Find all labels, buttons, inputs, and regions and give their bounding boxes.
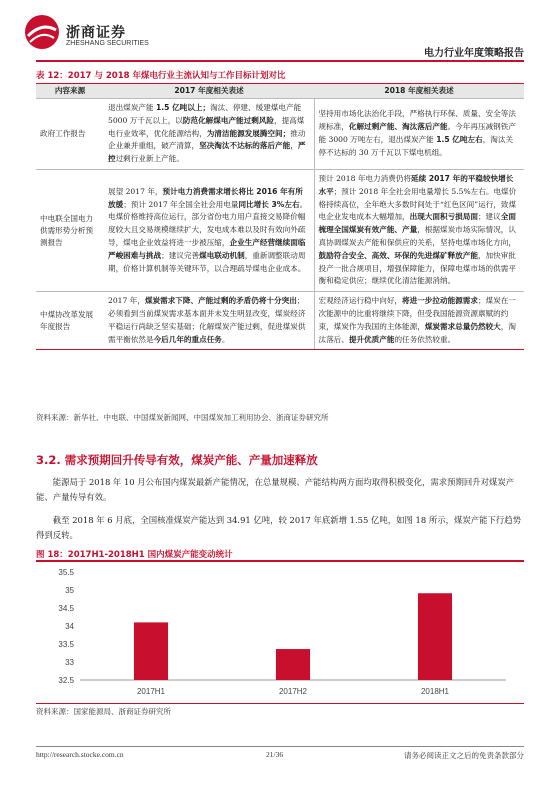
- col-header-source: 内容来源: [36, 84, 104, 99]
- emphasis-text: 鼓励符合安全、高效、环保的先进煤矿释放产能: [318, 250, 478, 260]
- emphasis-text: 同比增长 3%左右: [238, 199, 300, 209]
- y-tick-label: 35.5: [58, 568, 74, 577]
- table-source-note: 资料来源：新华社、中电联、中国煤炭新闻网、中国煤炭加工利用协会、浙商证券研究所: [36, 413, 329, 422]
- row-2018-cell: [314, 99, 524, 170]
- bar: [276, 649, 310, 680]
- body-text: ；必须看到当前煤炭需求基本面并未发生明显改变，煤炭经济平稳运行尚缺乏坚实基础；化解煤炭产能过剩，促进煤炭供需平衡依然是: [108, 296, 306, 344]
- body-text: 推动企业兼并重组，破产清算，: [108, 128, 306, 151]
- emphasis-text: 1.5 亿吨以上；: [155, 103, 211, 112]
- emphasis-text: 将进一步拉动能源需求: [402, 296, 478, 306]
- emphasis-text: 煤炭需求下降、产能过剩的矛盾仍将十分突出: [144, 296, 297, 306]
- page-header: [0, 0, 560, 60]
- emphasis-text: 防范化解煤电产能过剩风险: [182, 115, 275, 125]
- section-title: 3.2. 需求预期回升传导有效，煤炭产能、产量加速释放: [36, 453, 318, 467]
- body-text: ，重新调整联动周期，价格计算机制等关键环节，以合理疏导煤电企业成本。: [108, 250, 306, 273]
- emphasis-text: 煤电联动机制: [199, 250, 245, 260]
- x-tick-label: 2018H1: [420, 687, 450, 696]
- table-header-row: [36, 84, 524, 99]
- col-header-2018: 2018 年度相关表述: [314, 84, 524, 99]
- row-2018-cell: [314, 169, 524, 291]
- bar: [134, 622, 168, 680]
- body-text: 坚持用市场化法治化手段，严格执行环保、质量、安全等法规标准，: [318, 109, 516, 132]
- y-tick-label: 34: [65, 622, 74, 631]
- row-source-cell: 中煤协改革发展年度报告: [36, 292, 104, 350]
- table-body: [36, 99, 524, 350]
- report-title: 电力行业年度策略报告: [424, 48, 524, 59]
- col-header-2017: 2017 年度相关表述: [104, 84, 314, 99]
- company-name-en: ZHESHANG SECURITIES: [66, 40, 149, 47]
- body-text: ，根据煤炭市场实际情况，认真协调煤炭去产能和保供应的关系，坚持电煤市场化方向，: [318, 225, 516, 247]
- table-row: [36, 99, 524, 170]
- x-tick-label: 2017H2: [278, 687, 308, 696]
- page-number: 21/36: [266, 750, 284, 759]
- body-text: ，淘汰关停不达标的 30 万千瓦以下煤电机组。: [318, 134, 514, 157]
- body-text: ，提高煤电行业效率，优化能源结构，: [108, 115, 305, 138]
- company-logo-icon: [22, 12, 62, 52]
- y-tick-label: 33.5: [58, 640, 74, 649]
- emphasis-text: 延续 2017 年的平稳较快增长水平: [318, 173, 514, 196]
- disclaimer-note: 请务必阅读正文之后的免责条款部分: [404, 751, 524, 760]
- body-text: 淘汰、停建、缓建煤电产能 5000 万千瓦以上，以: [108, 103, 302, 125]
- figure-source-note: 资料来源：国家能源局、浙商证券研究所: [36, 707, 171, 716]
- body-text: ；建议完善: [161, 250, 200, 260]
- body-text: ，: [290, 141, 298, 151]
- footer-divider: [36, 746, 524, 747]
- y-tick-label: 35: [65, 586, 74, 595]
- emphasis-text: 出现大面积亏损局面: [409, 212, 478, 222]
- body-text: 的任务依然较重。: [394, 334, 456, 344]
- row-source-cell: 政府工作报告: [36, 99, 104, 170]
- y-tick-label: 33: [65, 658, 74, 667]
- emphasis-text: 坚决淘汰不达标的落后产能: [199, 141, 291, 151]
- body-text: ，加快审批投产一批合规项目，增强保障能力，保障电煤市场的供需平衡和稳定供应；继续优化清洁能源消纳。: [318, 250, 516, 286]
- paragraph-1: 能源局于 2018 年 10 月公布国内煤炭最新产能情况，在总量规模、产能结构两方面均取得积极变化，需求预期回升对煤炭产能、产量传导有效。: [36, 477, 515, 502]
- body-text: 预计 2018 年电力消费仍将: [318, 173, 411, 183]
- row-2017-cell: [104, 292, 314, 350]
- body-text: ；预计 2017 年全国全社会用电量: [123, 199, 239, 209]
- table-caption: 表 12：2017 与 2018 年煤电行业主流认知与工作目标计划对比: [36, 71, 286, 81]
- emphasis-text: 提升优质产能: [348, 334, 395, 344]
- y-tick-label: 32.5: [58, 676, 74, 685]
- emphasis-text: 化解过剩产能、淘汰落后产能: [348, 122, 448, 132]
- bar: [418, 593, 452, 680]
- body-text: 展望 2017 年，: [108, 186, 163, 196]
- row-2018-cell: [314, 292, 524, 350]
- emphasis-text: 为清洁能源发展腾空间；: [206, 128, 291, 138]
- body-text: ；预计 2018 年全社会用电量增长 5.5%左右。电煤价格持续高位，全年绝大多数时间处于“红色区间”运行，致煤电企业发电成本大幅增加，: [318, 186, 517, 222]
- body-text: 。电煤价格维持高位运行，部分省份电力用户直接交易降价幅度较大且交易规模继续扩大，发电成本难以及时有效向外疏导，煤电企业效益将进一步被压缩，: [108, 199, 308, 247]
- header-divider: [36, 60, 524, 62]
- emphasis-text: 预计电力消费需求增长将比 2016 年有所放缓: [108, 186, 303, 209]
- table-row: [36, 292, 524, 350]
- body-text: ，淘汰落后、: [318, 321, 516, 344]
- company-name-cn: 浙商证券: [66, 25, 126, 41]
- body-text: 宏观经济运行稳中向好，: [318, 296, 403, 306]
- body-text: ；煤炭在一次能源中的比重将继续下降，但受我国能源资源禀赋的约束，煤炭作为我国的主体能源，: [318, 296, 516, 331]
- emphasis-text: 今后几年的重点任务: [153, 334, 222, 344]
- footer-url: http://research.stocke.com.cn: [36, 750, 124, 759]
- body-text: 过剩行业新上产能。: [115, 154, 184, 164]
- capacity-bar-chart: [36, 562, 524, 702]
- x-tick-label: 2017H1: [136, 687, 166, 696]
- emphasis-text: 全面梳理全国煤炭有效产能、产量: [318, 212, 516, 235]
- body-text: 。: [221, 334, 230, 344]
- row-2017-cell: [104, 169, 314, 291]
- body-text: 2017 年，: [108, 296, 145, 306]
- figure-caption: 图 18：2017H1-2018H1 国内煤炭产能变动统计: [36, 550, 233, 560]
- body-text: 。今年再压减钢铁产能 3000 万吨左右，退出煤炭产能: [318, 122, 516, 144]
- paragraph-2: 截至 2018 年 6 月底，全国核准煤炭产能达到 34.91 亿吨，较 2017 年底新增 1.55 亿吨，如图 18 所示，煤炭产能下行趋势得到反转。: [36, 515, 521, 540]
- emphasis-text: 企业生产经营继续面临严峻困难与挑战: [108, 237, 306, 260]
- y-tick-label: 34.5: [58, 604, 74, 613]
- comparison-table: [36, 83, 524, 350]
- emphasis-text: 1.5 亿吨左右: [436, 134, 483, 144]
- row-2017-cell: [104, 99, 314, 170]
- table-row: [36, 169, 524, 291]
- row-source-cell: 中电联全国电力供需形势分析预测报告: [36, 169, 104, 291]
- emphasis-text: 煤炭需求总量仍然较大: [424, 321, 501, 331]
- figure-bottom-divider: [36, 703, 524, 704]
- body-text: 退出煤炭产能: [108, 103, 156, 112]
- emphasis-text: 严控: [108, 141, 306, 164]
- body-text: ；建议: [477, 212, 501, 222]
